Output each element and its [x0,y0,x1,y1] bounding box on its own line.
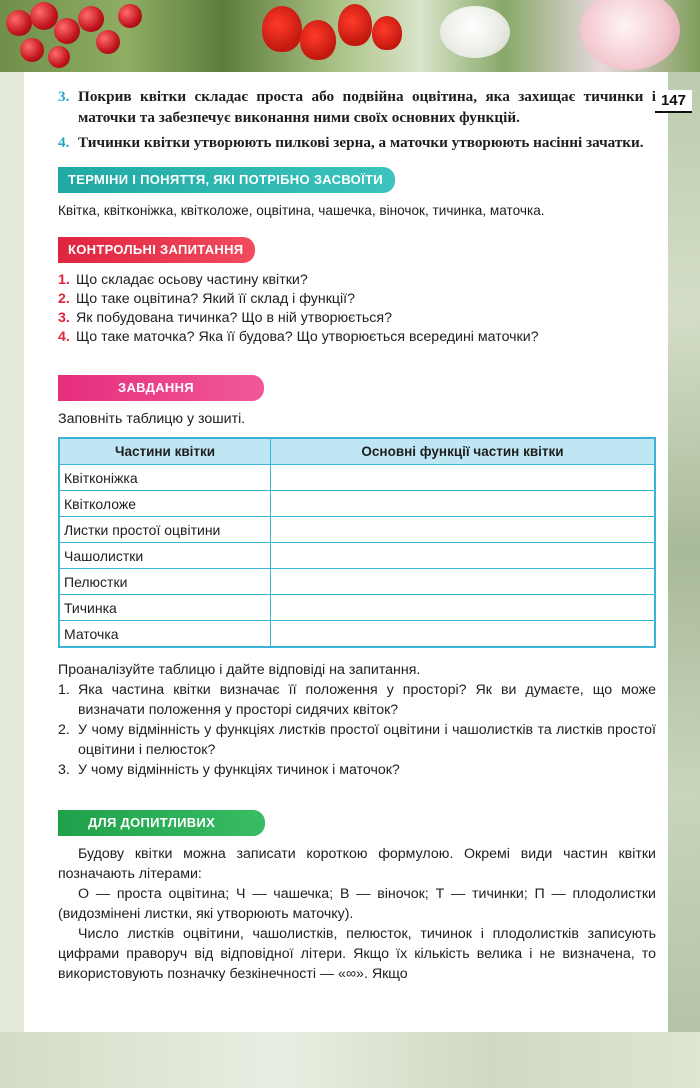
curious-paragraph: Будову квітки можна записати короткою формулою. Окремі види частин квітки позначають літерами: [58,846,656,882]
control-question-text: Що складає осьову частину квітки? [76,272,308,288]
tasks-instruction: Заповніть таблицю у зошиті. [58,411,246,427]
analysis-question-text: Яка частина квітки визначає її положення у просторі? Як ви думаєте, що може визначати положення у просторі сидячих квіток? [78,682,656,718]
table-cell-function [271,569,656,595]
summary-item-number: 4. [58,134,70,151]
page-number: 147 [655,90,692,113]
control-questions-banner: КОНТРОЛЬНІ ЗАПИТАННЯ [58,237,255,263]
table-cell-function [271,465,656,491]
summary-item-number: 3. [58,88,70,105]
table-cell-part: Маточка [59,621,271,648]
table-row [59,595,655,621]
table-header-row [59,438,655,465]
summary-item [58,132,656,153]
summary-item-text: Тичинки квітки утворюють пилкові зерна, а маточки утворюють насінні зачатки. [78,134,644,151]
analysis-question-number: 3. [58,762,70,778]
analysis-question-text: У чому відмінність у функціях тичинок і маточок? [78,762,400,778]
curious-paragraph: Число листків оцвітини, чашолистків, пелюсток, тичинок і плодолистків записують цифрами праворуч від відповідної літери. Якщо їх кількість велика і не визначена, то використовують позначку безкінечності — «∞». Якщо [58,926,656,982]
control-question [58,328,656,347]
analysis-question [58,680,656,720]
control-question-number: 3. [58,310,70,326]
analysis-question-text: У чому відмінність у функціях листків простої оцвітини і чашолистків та листків простої оцвітини і пелюсток? [78,722,656,758]
table-cell-function [271,595,656,621]
terms-text: Квітка, квітконіжка, квітколоже, оцвітина, чашечка, віночок, тичинка, маточка. [58,203,545,218]
table-cell-part: Чашолистки [59,543,271,569]
control-question [58,309,656,328]
bottom-leaf-background [0,1032,700,1088]
analysis-question [58,760,656,780]
tasks-banner: ЗАВДАННЯ [58,375,264,401]
control-question-number: 4. [58,329,70,345]
curious-paragraph: О — проста оцвітина; Ч — чашечка; В — віночок; Т — тичинки; П — плодолистки (видозмінені листки, які утворюють маточку). [58,886,656,922]
control-question [58,271,656,290]
table-cell-part: Квітконіжка [59,465,271,491]
table-cell-part: Тичинка [59,595,271,621]
table-row [59,621,655,648]
table-row [59,465,655,491]
analysis-question [58,720,656,760]
table-row [59,517,655,543]
control-question [58,290,656,309]
table-cell-part: Квітколоже [59,491,271,517]
table-row [59,569,655,595]
table-cell-function [271,621,656,648]
flower-parts-table [58,437,656,648]
table-row [59,543,655,569]
analyze-instruction: Проаналізуйте таблицю і дайте відповіді на запитання. [58,662,421,678]
table-header-parts: Частини квітки [59,438,271,465]
curious-banner: ДЛЯ ДОПИТЛИВИХ [58,810,265,836]
control-question-number: 1. [58,272,70,288]
summary-item [58,86,656,128]
table-cell-part: Листки простої оцвітини [59,517,271,543]
terms-banner: ТЕРМІНИ І ПОНЯТТЯ, ЯКІ ПОТРІБНО ЗАСВОЇТИ [58,167,395,193]
summary-item-text: Покрив квітки складає проста або подвійна оцвітина, яка захищає тичинки і маточки та забезпечує виконання ними своїх основних функцій. [78,88,656,126]
header-photo-flowers [0,0,700,72]
control-question-text: Як побудована тичинка? Що в ній утворюється? [76,310,392,326]
table-header-functions: Основні функції частин квітки [271,438,656,465]
control-question-text: Що таке маточка? Яка її будова? Що утворюється всередині маточки? [76,329,539,345]
table-cell-function [271,517,656,543]
analysis-question-number: 1. [58,682,70,698]
analysis-question-number: 2. [58,722,70,738]
analysis-questions [58,680,656,780]
table-cell-function [271,491,656,517]
page-content [58,86,656,984]
table-row [59,491,655,517]
control-question-number: 2. [58,291,70,307]
control-question-text: Що таке оцвітина? Який її склад і функції? [76,291,356,307]
table-cell-function [271,543,656,569]
table-cell-part: Пелюстки [59,569,271,595]
